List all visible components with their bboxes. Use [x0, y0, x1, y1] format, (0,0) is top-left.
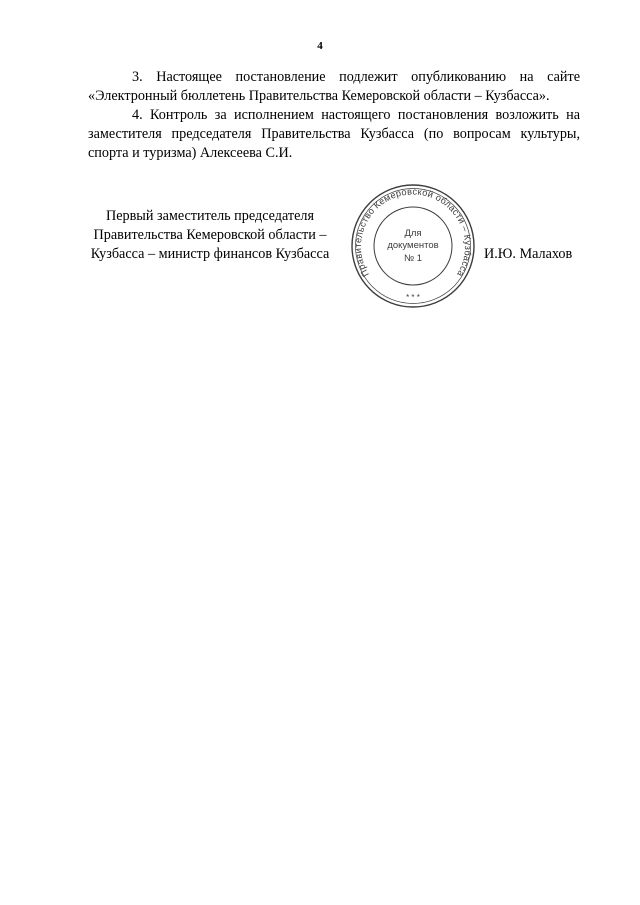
- seal-ring-text: Правительство Кемеровской области – Кузбасса: [352, 186, 474, 279]
- paragraph-publication: 3. Настоящее постановление подлежит опубликованию на сайте «Электронный бюллетень Правительства Кемеровской области – Кузбасса».: [88, 69, 580, 104]
- signer-name: И.Ю. Малахов: [484, 246, 573, 262]
- official-seal-stamp: [349, 182, 477, 310]
- paragraph-control: 4. Контроль за исполнением настоящего постановления возложить на заместителя председателя Правительства Кузбасса (по вопросам культуры, спорта и туризма) Алексеева С.И.: [88, 107, 580, 161]
- signature-position-line: Кузбасса – министр финансов Кузбасса: [90, 246, 330, 262]
- seal-center-text: Для: [404, 228, 422, 239]
- signature-position-block: [70, 207, 350, 264]
- signature-position-line: Первый заместитель председателя: [105, 208, 315, 224]
- seal-center-text: документов: [387, 240, 439, 251]
- signature-position-line: Правительства Кемеровской области –: [93, 227, 327, 243]
- seal-center-text: № 1: [403, 253, 423, 264]
- document-body: [88, 68, 580, 163]
- page-number: 4: [317, 40, 323, 52]
- seal-stars: * * *: [406, 293, 420, 302]
